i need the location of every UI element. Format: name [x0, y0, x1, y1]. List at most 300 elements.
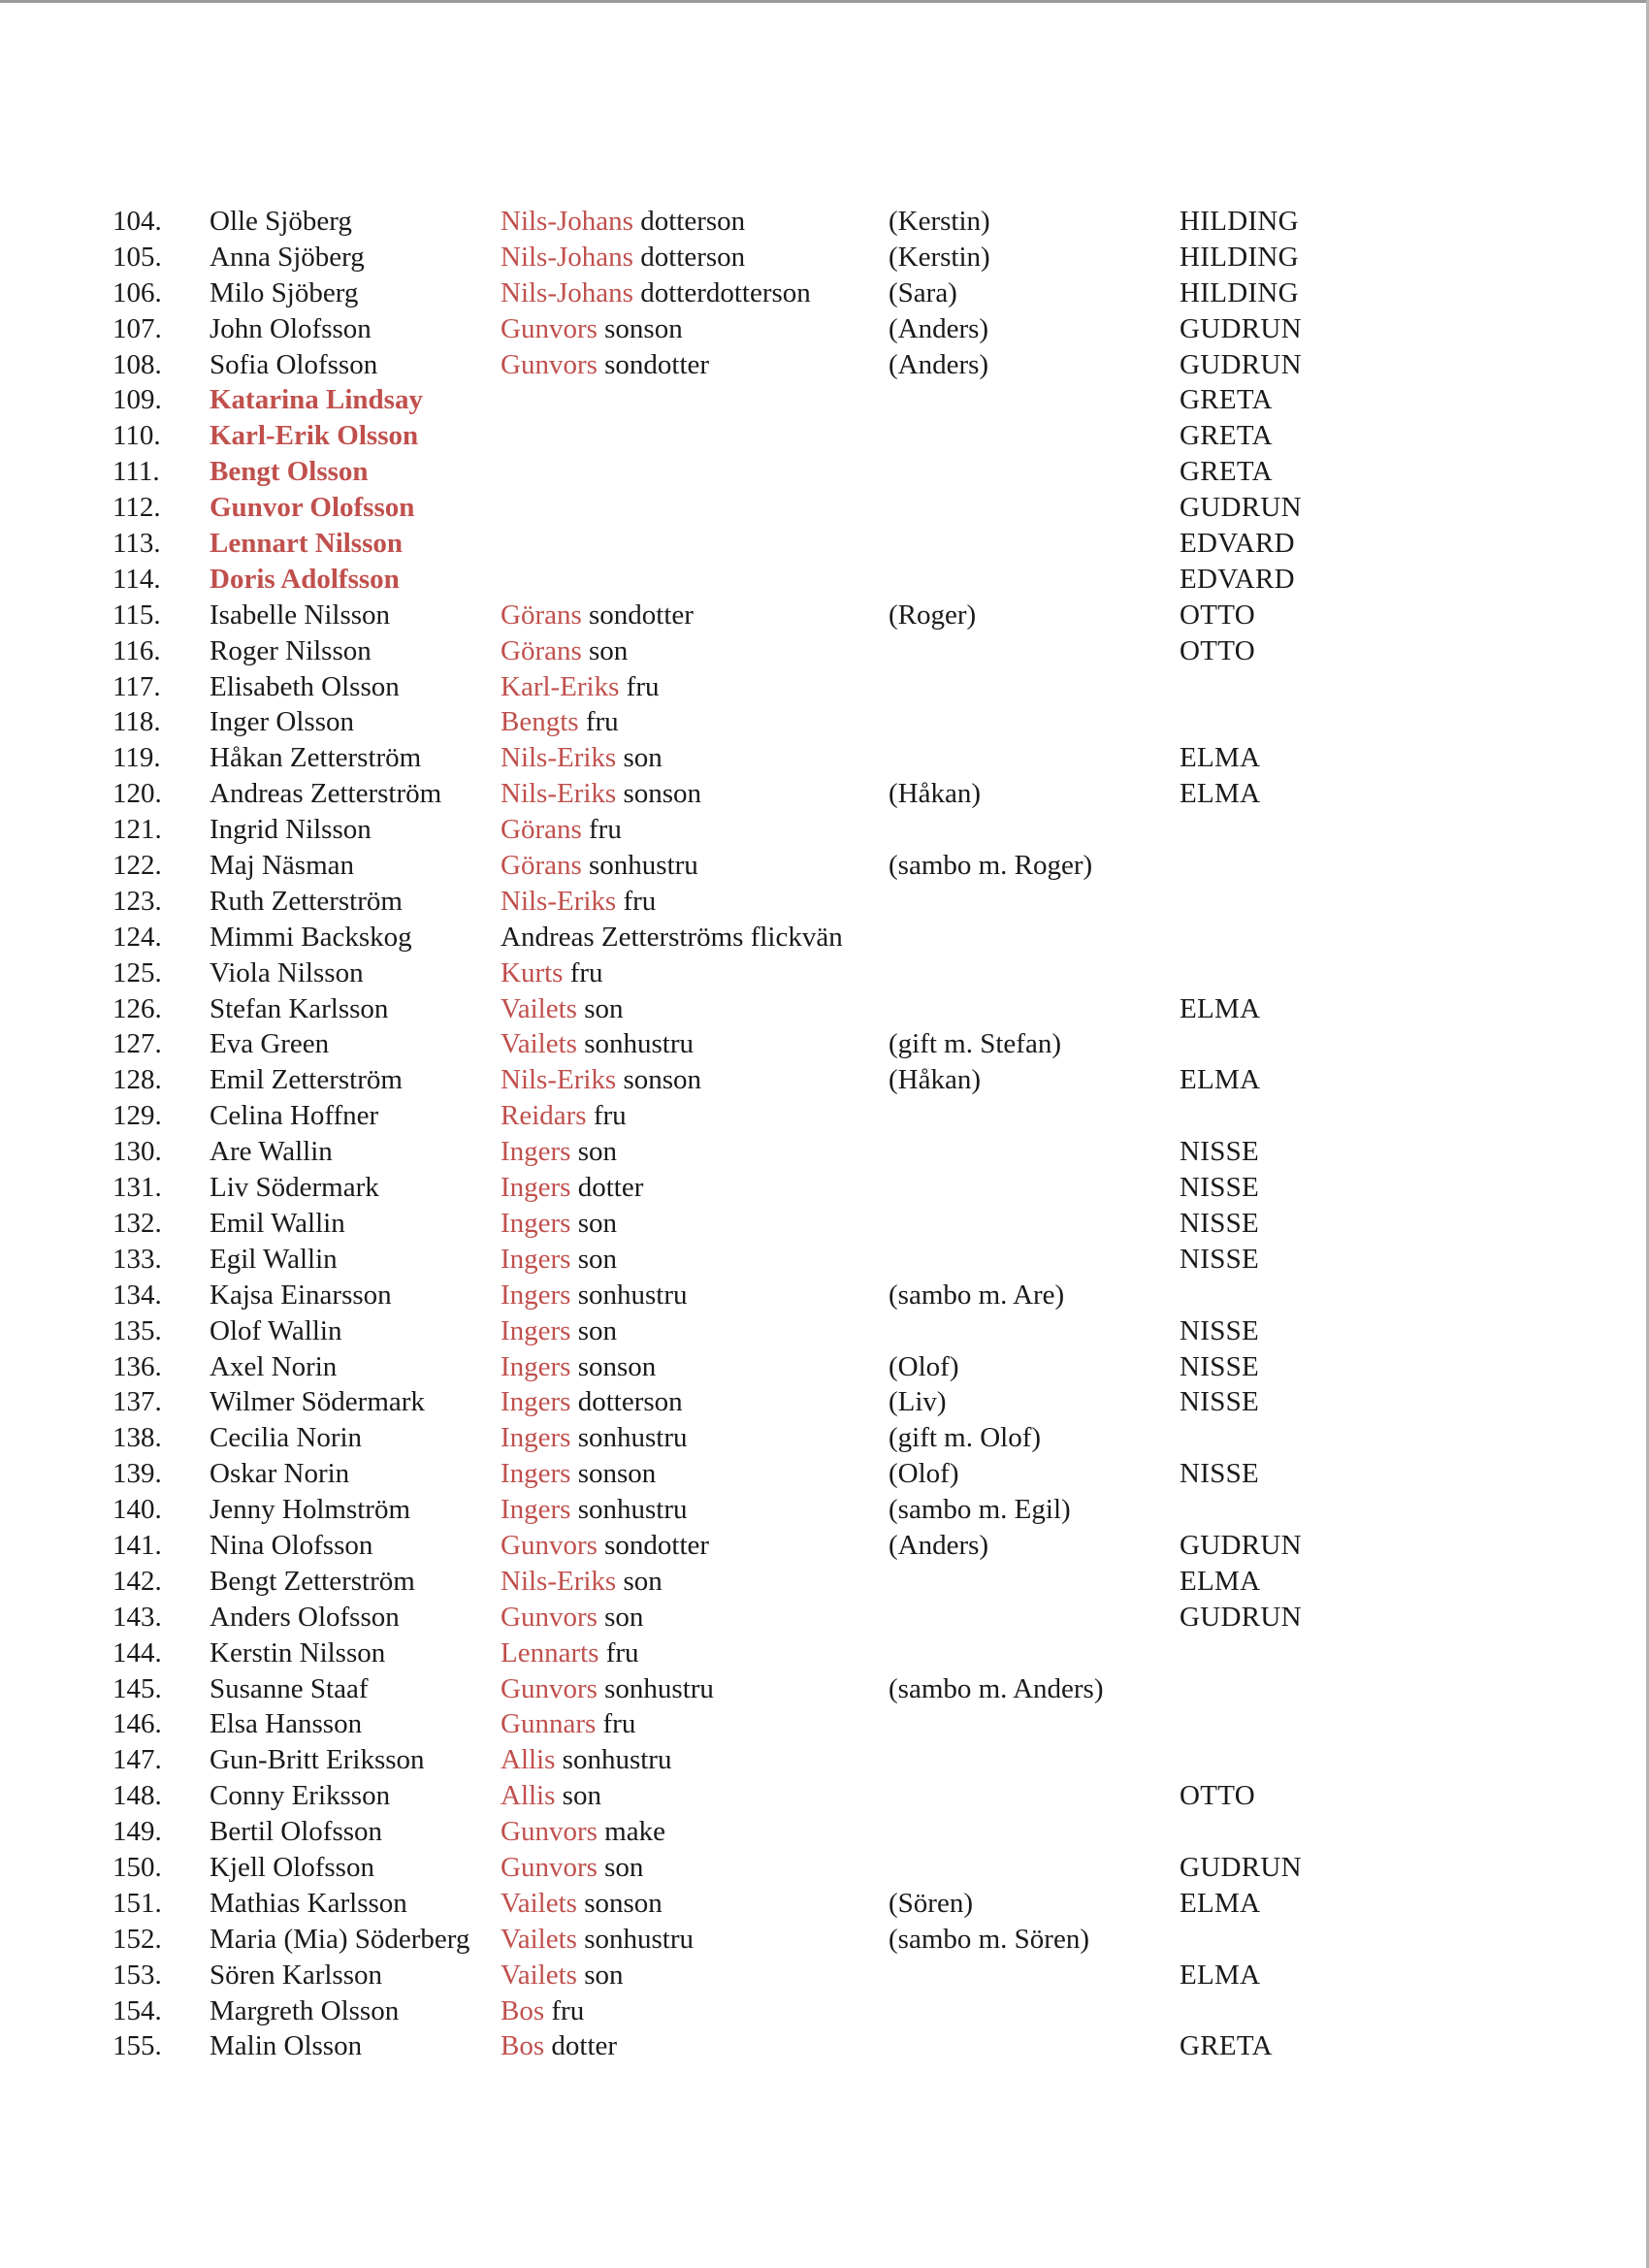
- row-number: 104.: [113, 206, 162, 237]
- list-row: [0, 1564, 1649, 1600]
- row-number: 146.: [113, 1708, 162, 1740]
- list-row: [0, 1706, 1649, 1742]
- relation: [501, 1242, 617, 1278]
- group-name: GRETA: [1180, 384, 1273, 416]
- guest-name: Gun-Britt Eriksson: [210, 1744, 425, 1776]
- guest-name: Liv Södermark: [210, 1172, 379, 1204]
- guest-name: Lennart Nilsson: [210, 528, 404, 560]
- list-row: [0, 1349, 1649, 1385]
- relation-note: (Roger): [889, 599, 977, 631]
- relation-person: Ingers: [501, 1207, 571, 1239]
- page-top-edge: [0, 0, 1649, 3]
- guest-name: Andreas Zetterström: [210, 778, 442, 810]
- relation-person: Bengts: [501, 706, 579, 738]
- relation-note: (gift m. Stefan): [889, 1028, 1061, 1060]
- relation-person: Ingers: [501, 1314, 571, 1346]
- relation-person: Nils-Eriks: [501, 885, 617, 917]
- relation-note: (sambo m. Egil): [889, 1494, 1071, 1526]
- guest-name: Olof Wallin: [210, 1314, 342, 1346]
- row-number: 119.: [113, 742, 161, 774]
- relation-type: fru: [596, 1708, 636, 1740]
- relation: [501, 669, 659, 705]
- relation-type: sonhustru: [581, 850, 698, 882]
- list-row: [0, 1420, 1649, 1456]
- relation-note: (Kerstin): [889, 241, 990, 273]
- relation: [501, 1492, 688, 1528]
- relation-type: fru: [581, 814, 622, 846]
- guest-name: John Olofsson: [210, 312, 372, 344]
- row-number: 148.: [113, 1780, 162, 1812]
- row-number: 147.: [113, 1744, 162, 1776]
- row-number: 124.: [113, 921, 162, 953]
- list-row: [0, 633, 1649, 669]
- relation-type: sonson: [570, 1350, 657, 1382]
- relation-note: (Håkan): [889, 1064, 982, 1096]
- list-row: [0, 956, 1649, 991]
- relation-person: Ingers: [501, 1494, 571, 1526]
- relation: [501, 704, 619, 740]
- relation: [501, 2028, 617, 2064]
- guest-name: Viola Nilsson: [210, 956, 364, 988]
- group-name: ELMA: [1180, 1565, 1261, 1597]
- group-name: NISSE: [1180, 1350, 1260, 1382]
- guest-name: Ingrid Nilsson: [210, 814, 372, 846]
- row-number: 117.: [113, 670, 161, 702]
- relation: [501, 1564, 663, 1600]
- list-row: [0, 1993, 1649, 2029]
- relation-person: Lennarts: [501, 1636, 599, 1669]
- group-name: OTTO: [1180, 599, 1255, 631]
- list-row: [0, 704, 1649, 740]
- relation-person: Ingers: [501, 1386, 571, 1418]
- group-name: ELMA: [1180, 1959, 1261, 1991]
- guest-name: Mimmi Backskog: [210, 921, 412, 953]
- guest-name: Margreth Olsson: [210, 1994, 400, 2026]
- relation-type: sondotter: [597, 1529, 710, 1561]
- group-name: ELMA: [1180, 742, 1261, 774]
- relation-type: sonhustru: [570, 1279, 688, 1311]
- guest-name: Inger Olsson: [210, 706, 355, 738]
- list-row: [0, 240, 1649, 275]
- relation-type: fru: [563, 956, 603, 988]
- guest-name: Mathias Karlsson: [210, 1887, 407, 1919]
- relation: [501, 1958, 623, 1993]
- relation-type: son: [570, 1314, 618, 1346]
- relation-person: Vailets: [501, 1887, 577, 1919]
- relation-note: (Sören): [889, 1887, 973, 1919]
- relation-note: (sambo m. Anders): [889, 1672, 1104, 1704]
- group-name: NISSE: [1180, 1314, 1260, 1346]
- guest-name: Emil Wallin: [210, 1207, 345, 1239]
- guest-name: Bengt Zetterström: [210, 1565, 415, 1597]
- list-row: [0, 1742, 1649, 1778]
- relation-person: Ingers: [501, 1243, 571, 1275]
- relation-type: sonhustru: [570, 1422, 688, 1454]
- relation: [501, 1993, 584, 2029]
- relation-person: Görans: [501, 634, 582, 666]
- relation-type: son: [597, 1851, 644, 1883]
- relation-type: sonhustru: [597, 1672, 714, 1704]
- row-number: 131.: [113, 1172, 162, 1204]
- list-row: [0, 884, 1649, 920]
- row-number: 108.: [113, 348, 162, 380]
- guest-name: Katarina Lindsay: [210, 384, 423, 416]
- relation-person: Kurts: [501, 956, 564, 988]
- relation-type: sonhustru: [576, 1028, 694, 1060]
- row-number: 139.: [113, 1458, 162, 1490]
- relation: [501, 1850, 643, 1886]
- guest-name: Are Wallin: [210, 1136, 333, 1168]
- group-name: GUDRUN: [1180, 1851, 1302, 1883]
- list-row: [0, 311, 1649, 347]
- group-name: GUDRUN: [1180, 312, 1302, 344]
- row-number: 150.: [113, 1851, 162, 1883]
- guest-name: Isabelle Nilsson: [210, 599, 391, 631]
- row-number: 114.: [113, 563, 161, 595]
- group-name: HILDING: [1180, 276, 1299, 308]
- relation-type: son: [570, 1136, 618, 1168]
- row-number: 137.: [113, 1386, 162, 1418]
- guest-name: Kajsa Einarsson: [210, 1279, 392, 1311]
- relation-person: Gunvors: [501, 1672, 598, 1704]
- relation-person: Ingers: [501, 1422, 571, 1454]
- relation-note: (sambo m. Are): [889, 1279, 1065, 1311]
- list-row: [0, 1778, 1649, 1814]
- guest-name: Kjell Olofsson: [210, 1851, 374, 1883]
- relation: [501, 347, 709, 383]
- guest-name: Håkan Zetterström: [210, 742, 422, 774]
- group-name: NISSE: [1180, 1386, 1260, 1418]
- row-number: 113.: [113, 528, 161, 560]
- list-row: [0, 562, 1649, 598]
- guest-name: Elisabeth Olsson: [210, 670, 400, 702]
- guest-name: Conny Eriksson: [210, 1780, 391, 1812]
- row-number: 132.: [113, 1207, 162, 1239]
- group-name: ELMA: [1180, 1887, 1261, 1919]
- relation: [501, 1062, 701, 1098]
- relation-person: Gunvors: [501, 1529, 598, 1561]
- list-row: [0, 669, 1649, 705]
- row-number: 112.: [113, 492, 161, 524]
- group-name: OTTO: [1180, 634, 1255, 666]
- relation-person: Vailets: [501, 1959, 577, 1991]
- relation: [501, 1886, 663, 1922]
- list-row: [0, 1062, 1649, 1098]
- relation: [501, 275, 811, 311]
- group-name: GRETA: [1180, 456, 1273, 488]
- relation-type: sonson: [570, 1458, 657, 1490]
- list-row: [0, 1098, 1649, 1134]
- list-row: [0, 454, 1649, 490]
- relation: [501, 204, 745, 240]
- relation-person: Nils-Johans: [501, 276, 633, 308]
- relation-person: Nils-Johans: [501, 206, 633, 237]
- row-number: 142.: [113, 1565, 162, 1597]
- relation-person: Nils-Eriks: [501, 1565, 617, 1597]
- relation-type: son: [570, 1207, 618, 1239]
- relation-person: Gunvors: [501, 348, 598, 380]
- relation: [501, 1636, 639, 1671]
- guest-name: Eva Green: [210, 1028, 330, 1060]
- relation-note: (Håkan): [889, 778, 982, 810]
- guest-name: Ruth Zetterström: [210, 885, 403, 917]
- list-row: [0, 1242, 1649, 1278]
- list-row: [0, 776, 1649, 812]
- relation: [501, 991, 623, 1027]
- list-row: [0, 1313, 1649, 1349]
- row-number: 138.: [113, 1422, 162, 1454]
- relation: [501, 848, 698, 884]
- group-name: ELMA: [1180, 992, 1261, 1024]
- list-row: [0, 1492, 1649, 1528]
- group-name: ELMA: [1180, 778, 1261, 810]
- relation: [501, 1814, 665, 1850]
- relation-type: dotterson: [632, 241, 746, 273]
- relation-type: fru: [586, 1100, 627, 1132]
- row-number: 151.: [113, 1887, 162, 1919]
- guest-name: Roger Nilsson: [210, 634, 372, 666]
- relation-person: Gunvors: [501, 312, 598, 344]
- relation: [501, 1098, 627, 1134]
- relation-note: (Olof): [889, 1458, 959, 1490]
- guest-name: Maj Näsman: [210, 850, 354, 882]
- relation: [501, 1134, 617, 1170]
- relation: [501, 633, 628, 669]
- relation-type: dotterson: [570, 1386, 683, 1418]
- group-name: OTTO: [1180, 1780, 1255, 1812]
- guest-name: Gunvor Olofsson: [210, 492, 415, 524]
- relation: [501, 1706, 635, 1742]
- group-name: GRETA: [1180, 2030, 1273, 2062]
- relation: [501, 956, 603, 991]
- relation: [501, 240, 745, 275]
- guest-name: Oskar Norin: [210, 1458, 350, 1490]
- guest-name: Elsa Hansson: [210, 1708, 363, 1740]
- guest-name: Bertil Olofsson: [210, 1816, 383, 1848]
- relation-type: Andreas Zetterströms flickvän: [501, 921, 843, 953]
- row-number: 154.: [113, 1994, 162, 2026]
- list-row: [0, 347, 1649, 383]
- relation-person: Görans: [501, 599, 582, 631]
- relation: [501, 1384, 683, 1420]
- relation-person: Ingers: [501, 1136, 571, 1168]
- relation-person: Nils-Eriks: [501, 778, 617, 810]
- relation-person: Gunnars: [501, 1708, 597, 1740]
- relation: [501, 1420, 688, 1456]
- relation-person: Bos: [501, 2030, 545, 2062]
- row-number: 130.: [113, 1136, 162, 1168]
- relation-note: (Olof): [889, 1350, 959, 1382]
- relation-person: Bos: [501, 1994, 545, 2026]
- guest-list: [0, 204, 1649, 2064]
- group-name: EDVARD: [1180, 563, 1295, 595]
- row-number: 140.: [113, 1494, 162, 1526]
- row-number: 149.: [113, 1816, 162, 1848]
- relation: [501, 1026, 694, 1062]
- group-name: GRETA: [1180, 420, 1273, 452]
- relation-person: Görans: [501, 850, 582, 882]
- relation-person: Gunvors: [501, 1601, 598, 1633]
- row-number: 155.: [113, 2030, 162, 2062]
- relation-type: fru: [619, 670, 660, 702]
- list-row: [0, 1528, 1649, 1564]
- guest-name: Wilmer Södermark: [210, 1386, 425, 1418]
- list-row: [0, 1922, 1649, 1958]
- relation: [501, 1278, 688, 1313]
- relation-type: sondotter: [581, 599, 694, 631]
- guest-name: Anders Olofsson: [210, 1601, 400, 1633]
- relation-note: (sambo m. Sören): [889, 1923, 1089, 1955]
- group-name: GUDRUN: [1180, 1601, 1302, 1633]
- list-row: [0, 1958, 1649, 1993]
- guest-name: Maria (Mia) Söderberg: [210, 1923, 470, 1955]
- relation-type: son: [581, 634, 629, 666]
- relation-person: Allis: [501, 1744, 556, 1776]
- relation-note: (Anders): [889, 1529, 989, 1561]
- guest-name: Doris Adolfsson: [210, 563, 400, 595]
- relation-person: Ingers: [501, 1458, 571, 1490]
- relation-person: Vailets: [501, 1028, 577, 1060]
- relation-person: Reidars: [501, 1100, 587, 1132]
- row-number: 133.: [113, 1243, 162, 1275]
- relation: [501, 740, 663, 776]
- row-number: 107.: [113, 312, 162, 344]
- relation-type: dotter: [544, 2030, 618, 2062]
- guest-name: Karl-Erik Olsson: [210, 420, 419, 452]
- row-number: 127.: [113, 1028, 162, 1060]
- guest-name: Anna Sjöberg: [210, 241, 365, 273]
- relation-note: (Anders): [889, 348, 989, 380]
- relation-type: son: [616, 1565, 663, 1597]
- relation-person: Vailets: [501, 992, 577, 1024]
- row-number: 153.: [113, 1959, 162, 1991]
- row-number: 128.: [113, 1064, 162, 1096]
- relation: [501, 884, 656, 920]
- relation: [501, 920, 843, 956]
- guest-name: Cecilia Norin: [210, 1422, 363, 1454]
- relation-type: sonhustru: [570, 1494, 688, 1526]
- guest-name: Nina Olofsson: [210, 1529, 373, 1561]
- relation-type: make: [597, 1816, 665, 1848]
- row-number: 141.: [113, 1529, 162, 1561]
- row-number: 106.: [113, 276, 162, 308]
- group-name: NISSE: [1180, 1207, 1260, 1239]
- row-number: 143.: [113, 1601, 162, 1633]
- row-number: 123.: [113, 885, 162, 917]
- list-row: [0, 991, 1649, 1027]
- group-name: GUDRUN: [1180, 348, 1302, 380]
- list-row: [0, 275, 1649, 311]
- relation-person: Ingers: [501, 1350, 571, 1382]
- list-row: [0, 1206, 1649, 1242]
- list-row: [0, 1170, 1649, 1206]
- relation-person: Görans: [501, 814, 582, 846]
- relation-type: fru: [598, 1636, 639, 1669]
- relation-note: (Kerstin): [889, 206, 990, 237]
- relation-type: son: [576, 1959, 624, 1991]
- guest-name: Axel Norin: [210, 1350, 338, 1382]
- row-number: 120.: [113, 778, 162, 810]
- relation-type: fru: [616, 885, 657, 917]
- relation: [501, 1778, 601, 1814]
- list-row: [0, 812, 1649, 848]
- list-row: [0, 1636, 1649, 1671]
- list-row: [0, 1134, 1649, 1170]
- row-number: 145.: [113, 1672, 162, 1704]
- relation-type: sonson: [597, 312, 683, 344]
- guest-name: Sören Karlsson: [210, 1959, 383, 1991]
- row-number: 144.: [113, 1636, 162, 1669]
- relation-note: (Sara): [889, 276, 957, 308]
- group-name: GUDRUN: [1180, 492, 1302, 524]
- list-row: [0, 920, 1649, 956]
- relation-type: son: [570, 1243, 618, 1275]
- list-row: [0, 598, 1649, 633]
- relation-type: fru: [578, 706, 619, 738]
- relation-type: dotterdotterson: [632, 276, 811, 308]
- relation: [501, 776, 701, 812]
- group-name: NISSE: [1180, 1458, 1260, 1490]
- relation-person: Karl-Eriks: [501, 670, 620, 702]
- relation-note: (Anders): [889, 312, 989, 344]
- list-row: [0, 382, 1649, 418]
- relation: [501, 1600, 643, 1636]
- relation-person: Gunvors: [501, 1816, 598, 1848]
- relation: [501, 598, 694, 633]
- list-row: [0, 2028, 1649, 2064]
- guest-name: Celina Hoffner: [210, 1100, 379, 1132]
- list-row: [0, 1600, 1649, 1636]
- guest-name: Olle Sjöberg: [210, 206, 352, 237]
- relation-person: Allis: [501, 1780, 556, 1812]
- relation-type: sonhustru: [576, 1923, 694, 1955]
- relation-type: sonson: [576, 1887, 663, 1919]
- list-row: [0, 490, 1649, 526]
- relation-note: (sambo m. Roger): [889, 850, 1093, 882]
- row-number: 105.: [113, 241, 162, 273]
- relation: [501, 1456, 656, 1492]
- group-name: HILDING: [1180, 241, 1299, 273]
- relation: [501, 1170, 643, 1206]
- relation-person: Ingers: [501, 1279, 571, 1311]
- guest-name: Stefan Karlsson: [210, 992, 389, 1024]
- guest-name: Milo Sjöberg: [210, 276, 359, 308]
- group-name: GUDRUN: [1180, 1529, 1302, 1561]
- row-number: 121.: [113, 814, 162, 846]
- list-row: [0, 848, 1649, 884]
- guest-name: Egil Wallin: [210, 1243, 338, 1275]
- relation-type: dotter: [570, 1172, 644, 1204]
- relation-type: son: [597, 1601, 644, 1633]
- row-number: 115.: [113, 599, 161, 631]
- row-number: 136.: [113, 1350, 162, 1382]
- relation-type: son: [555, 1780, 601, 1812]
- guest-name: Emil Zetterström: [210, 1064, 403, 1096]
- relation: [501, 1742, 671, 1778]
- relation: [501, 812, 622, 848]
- relation-person: Nils-Johans: [501, 241, 633, 273]
- relation-type: sonson: [616, 778, 702, 810]
- list-row: [0, 1814, 1649, 1850]
- relation-person: Nils-Eriks: [501, 1064, 617, 1096]
- row-number: 109.: [113, 384, 162, 416]
- list-row: [0, 418, 1649, 454]
- group-name: NISSE: [1180, 1172, 1260, 1204]
- relation-type: sondotter: [597, 348, 710, 380]
- list-row: [0, 1384, 1649, 1420]
- list-row: [0, 740, 1649, 776]
- guest-name: Jenny Holmström: [210, 1494, 411, 1526]
